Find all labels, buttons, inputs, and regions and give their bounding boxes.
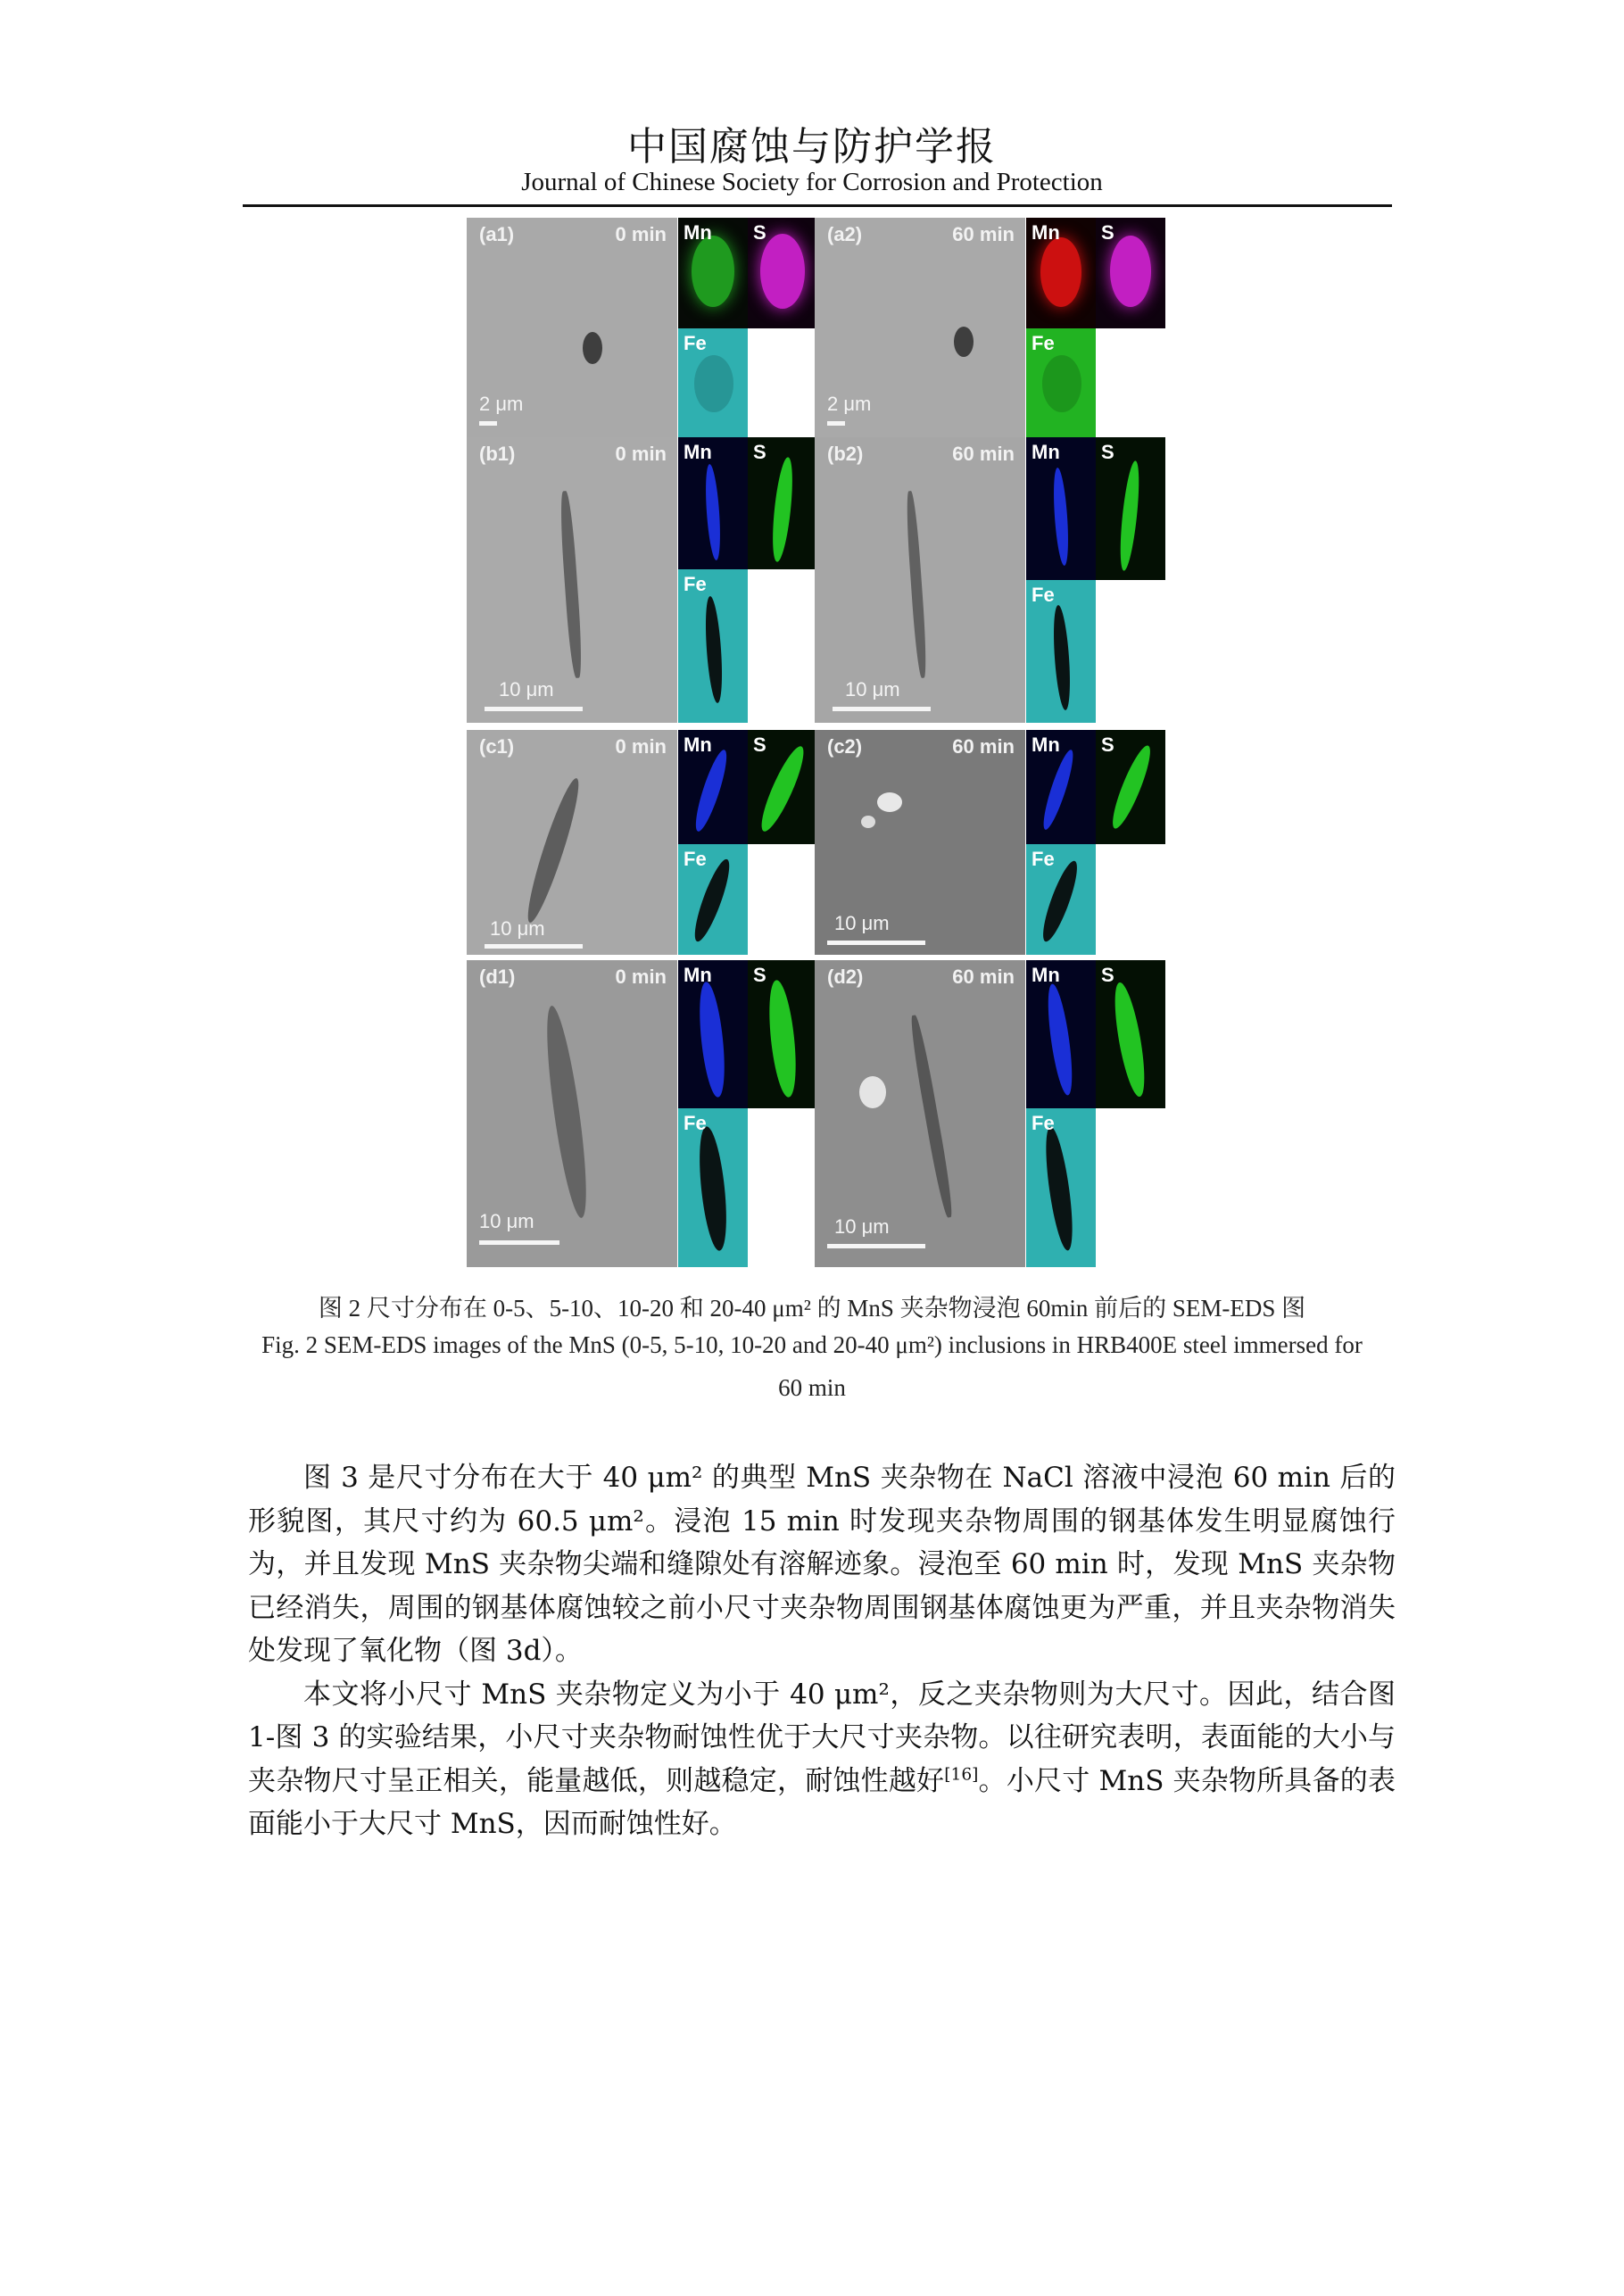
figure-caption-cn: 图 2 尺寸分布在 0-5、5-10、10-20 和 20-40 μm² 的 MnS 夹杂物浸泡 60min 前后的 SEM-EDS 图 xyxy=(318,1295,1306,1322)
header-rule xyxy=(243,204,1392,207)
element-label: Fe xyxy=(684,332,707,354)
eds-map-fe-a2 xyxy=(1026,328,1096,437)
eds-map-s-d1 xyxy=(748,960,817,1108)
mn-signal xyxy=(695,981,728,1098)
scale-bar xyxy=(827,941,925,945)
inclusion xyxy=(954,327,974,357)
scale-bar xyxy=(827,1244,925,1248)
scale-bar xyxy=(479,1240,559,1245)
eds-map-fe-b2 xyxy=(1026,580,1096,723)
element-label: Fe xyxy=(684,848,707,870)
panel-time: 60 min xyxy=(952,966,1015,988)
corrosion-product xyxy=(861,816,875,828)
eds-map-fe-c2 xyxy=(1026,844,1096,955)
s-signal xyxy=(1110,236,1151,307)
element-label: S xyxy=(1101,441,1114,463)
journal-title-en: Journal of Chinese Society for Corrosion and Protection xyxy=(521,168,1103,196)
eds-map-s-c2 xyxy=(1096,730,1165,844)
element-label: Mn xyxy=(684,221,712,244)
element-label: Fe xyxy=(684,573,707,595)
mn-signal xyxy=(1043,982,1076,1097)
fe-signal xyxy=(694,355,733,412)
mn-signal xyxy=(1051,468,1071,567)
figure-caption-en-line1: Fig. 2 SEM-EDS images of the MnS (0-5, 5-10, 10-20 and 20-40 μm²) inclusions in HRB400E steel immersed for xyxy=(261,1331,1363,1358)
panel-label: (d2) xyxy=(827,966,864,988)
figure-caption-en-line2: 60 min xyxy=(778,1374,846,1401)
fe-signal xyxy=(1051,605,1073,711)
scale-label: 2 μm xyxy=(479,393,524,415)
corrosion-product xyxy=(877,792,902,812)
scale-bar xyxy=(833,707,931,711)
scale-label: 10 μm xyxy=(845,678,900,700)
element-label: Mn xyxy=(1032,441,1060,463)
eds-map-s-a2 xyxy=(1096,218,1165,328)
scale-bar xyxy=(485,944,583,949)
scale-label: 2 μm xyxy=(827,393,872,415)
mn-signal xyxy=(1040,237,1081,307)
element-label: Fe xyxy=(684,1112,707,1134)
element-label: Mn xyxy=(684,441,712,463)
eds-map-mn-a1 xyxy=(678,218,748,328)
element-label: S xyxy=(1101,964,1114,986)
panel-time: 0 min xyxy=(615,223,667,245)
sem-panel-a1 xyxy=(467,218,677,437)
element-label: Mn xyxy=(1032,221,1060,244)
journal-title-cn: 中国腐蚀与防护学报 xyxy=(627,124,997,170)
sem-panel-c2 xyxy=(815,730,1025,955)
scale-bar xyxy=(827,421,845,426)
panel-label: (d1) xyxy=(479,966,516,988)
element-label: Fe xyxy=(1032,1112,1055,1134)
panel-time: 60 min xyxy=(952,443,1015,465)
inclusion xyxy=(905,491,929,678)
panel-label: (a2) xyxy=(827,223,863,245)
panel-time: 60 min xyxy=(952,223,1015,245)
eds-map-s-c1 xyxy=(748,730,817,844)
element-label: S xyxy=(753,441,766,463)
fe-signal xyxy=(695,1125,731,1252)
eds-map-mn-c2 xyxy=(1026,730,1096,844)
eds-map-mn-c1 xyxy=(678,730,748,844)
scale-bar xyxy=(479,421,497,426)
fe-signal xyxy=(1037,858,1083,944)
eds-map-fe-b1 xyxy=(678,569,748,723)
scale-label: 10 μm xyxy=(479,1210,534,1232)
panel-label: (c2) xyxy=(827,735,863,758)
panel-time: 0 min xyxy=(615,443,667,465)
element-label: S xyxy=(753,221,766,244)
paragraph-1: 图 3 是尺寸分布在大于 40 μm² 的典型 MnS 夹杂物在 NaCl 溶液中浸泡 60 min 后的形貌图，其尺寸约为 60.5 μm²。浸泡 15 min 时发现夹杂物周围的钢基体发生明显腐蚀行为，并且发现 MnS 夹杂物尖端和缝隙处有溶解迹象。浸泡至 60 min 时，发现 MnS 夹杂物已经消失，周围的钢基体腐蚀较之前小尺寸夹杂物周围钢基体腐蚀更为严重，并且夹杂物消失处发现了氧化物（图 3d）。 xyxy=(248,1462,1396,1667)
sem-panel-b1 xyxy=(467,437,677,723)
s-signal xyxy=(1117,460,1143,572)
sem-panel-d2 xyxy=(815,960,1025,1267)
paragraph-2-text-end: 。小尺寸 MnS 夹杂物所具备的表面能小于大尺寸 MnS，因而耐蚀性好。 xyxy=(248,1764,1396,1840)
panel-label: (b2) xyxy=(827,443,864,465)
element-label: S xyxy=(1101,221,1114,244)
mn-signal xyxy=(692,236,734,307)
inclusion xyxy=(520,775,585,925)
scale-label: 10 μm xyxy=(490,917,545,940)
fe-signal xyxy=(1040,1125,1077,1252)
panel-label: (c1) xyxy=(479,735,515,758)
eds-map-mn-d2 xyxy=(1026,960,1096,1108)
s-signal xyxy=(769,456,796,562)
s-signal xyxy=(1109,981,1150,1098)
s-signal xyxy=(760,234,805,309)
sem-panel-d1 xyxy=(467,960,677,1267)
panel-time: 0 min xyxy=(615,735,667,758)
inclusion xyxy=(559,491,584,678)
sem-panel-b2 xyxy=(815,437,1025,723)
eds-map-s-a1 xyxy=(748,218,817,328)
eds-map-fe-a1 xyxy=(678,328,748,437)
element-label: S xyxy=(1101,734,1114,756)
inclusion xyxy=(539,1004,593,1220)
fe-signal xyxy=(703,596,725,704)
element-label: Mn xyxy=(1032,964,1060,986)
element-label: Mn xyxy=(684,734,712,756)
citation-ref: [16] xyxy=(944,1765,979,1785)
eds-map-fe-d1 xyxy=(678,1108,748,1267)
body-text xyxy=(248,1456,1396,1846)
element-label: S xyxy=(753,734,766,756)
paragraph-2 xyxy=(248,1673,1396,1846)
fe-signal xyxy=(1042,355,1081,412)
eds-map-s-b2 xyxy=(1096,437,1165,580)
eds-map-mn-b1 xyxy=(678,437,748,569)
inclusion xyxy=(907,1015,956,1219)
panel-time: 0 min xyxy=(615,966,667,988)
corrosion-product xyxy=(859,1076,886,1108)
element-label: Mn xyxy=(1032,734,1060,756)
eds-map-fe-d2 xyxy=(1026,1108,1096,1267)
panel-label: (b1) xyxy=(479,443,516,465)
mn-signal xyxy=(703,464,722,561)
paragraph-2-text: 本文将小尺寸 MnS 夹杂物定义为小于 40 μm²，反之夹杂物则为大尺寸。因此，结合图 1-图 3 的实验结果，小尺寸夹杂物耐蚀性优于大尺寸夹杂物。以往研究表明，表面能的大小与夹杂物尺寸呈正相关，能量越低，则越稳定，耐蚀性越好 xyxy=(248,1678,1396,1797)
mn-signal xyxy=(1039,748,1078,832)
panel-time: 60 min xyxy=(952,735,1015,758)
element-label: Fe xyxy=(1032,332,1055,354)
eds-map-s-b1 xyxy=(748,437,817,569)
scale-bar xyxy=(485,707,583,711)
s-signal xyxy=(765,979,800,1098)
scale-label: 10 μm xyxy=(834,1215,890,1238)
sem-panel-c1 xyxy=(467,730,677,955)
eds-map-fe-c1 xyxy=(678,844,748,955)
sem-panel-a2 xyxy=(815,218,1025,437)
scale-label: 10 μm xyxy=(834,912,890,934)
element-label: Mn xyxy=(684,964,712,986)
eds-map-mn-a2 xyxy=(1026,218,1096,328)
inclusion xyxy=(583,332,602,364)
mn-signal xyxy=(691,748,733,834)
element-label: Fe xyxy=(1032,848,1055,870)
element-label: Fe xyxy=(1032,584,1055,606)
scale-label: 10 μm xyxy=(499,678,554,700)
eds-map-s-d2 xyxy=(1096,960,1165,1108)
element-label: S xyxy=(753,964,766,986)
eds-map-mn-d1 xyxy=(678,960,748,1108)
panel-label: (a1) xyxy=(479,223,515,245)
eds-map-mn-b2 xyxy=(1026,437,1096,580)
